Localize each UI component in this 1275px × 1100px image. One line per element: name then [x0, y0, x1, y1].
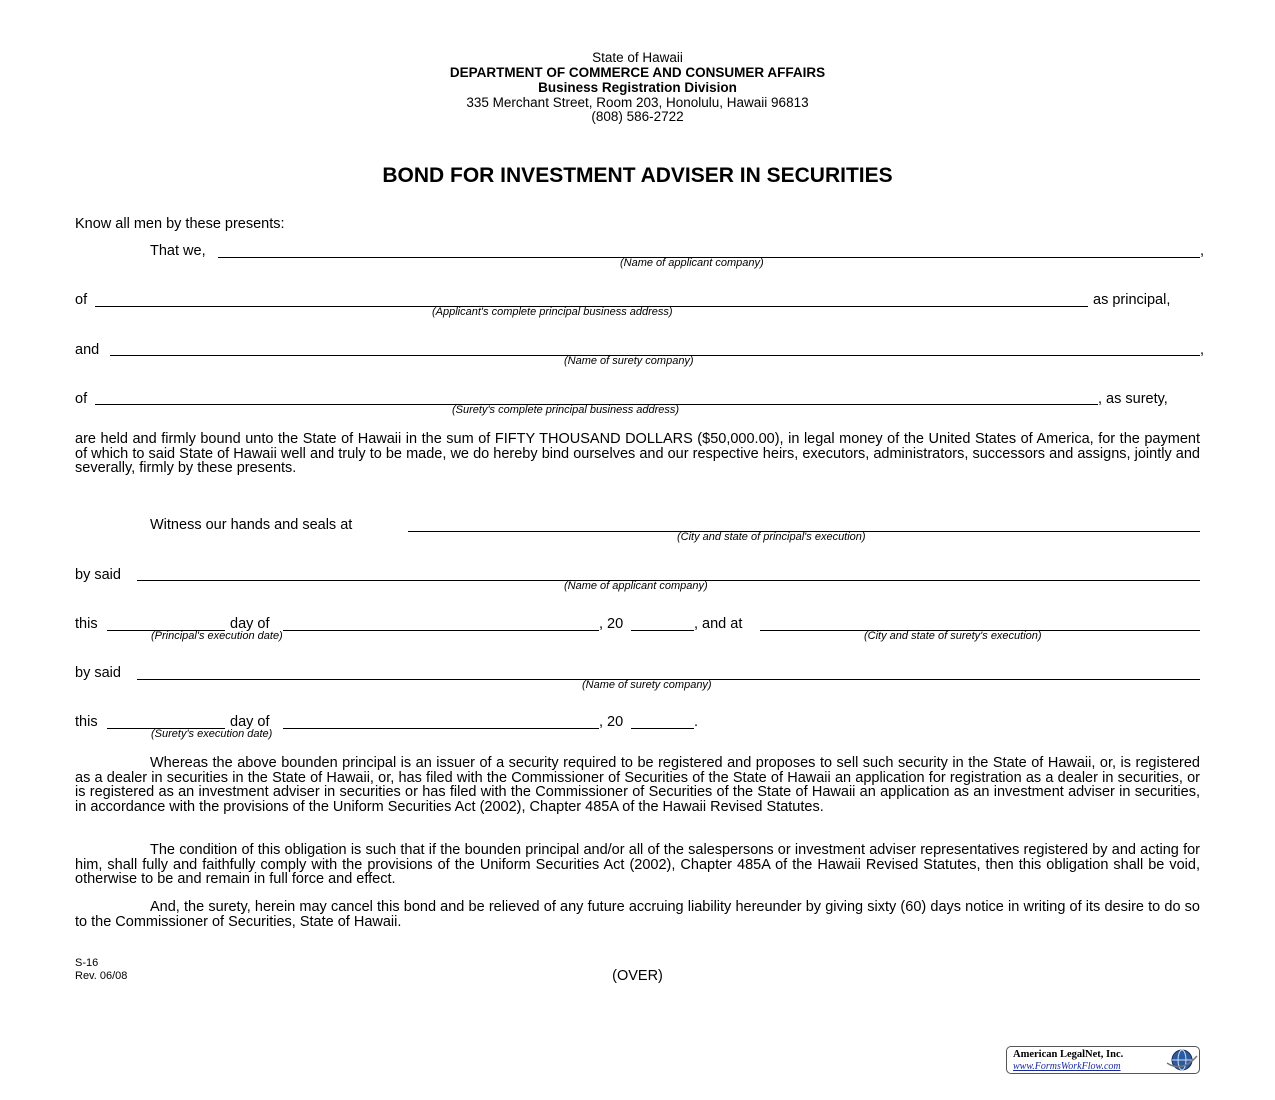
department-address: 335 Merchant Street, Room 203, Honolulu, Hawaii 96813: [466, 95, 809, 110]
witness-label: Witness our hands and seals at: [150, 517, 353, 533]
bound-paragraph: are held and firmly bound unto the State of Hawaii in the sum of FIFTY THOUSAND DOLLARS ($50,000.00), in legal money of the United States of America, for the payment of which to said State of Hawaii well and truly to be made, we do hereby bind ourselves and our respective heirs, executors, administrators, successors and assigns, jointly and severally, firmly by these presents.: [75, 431, 1200, 476]
and-label: and: [75, 342, 100, 358]
this-label-2: this: [75, 714, 98, 730]
state-name: State of Hawaii: [592, 50, 683, 65]
comma-1: ,: [1200, 243, 1205, 259]
logo-url-link[interactable]: www.FormsWorkFlow.com: [1013, 1061, 1121, 1072]
surety-date-caption: (Surety's execution date): [151, 728, 273, 740]
by-said-surety-caption: (Name of surety company): [582, 679, 712, 691]
applicant-address-caption: (Applicant's complete principal business address): [432, 306, 673, 318]
of-label-2: of: [75, 391, 88, 407]
of-label-1: of: [75, 292, 88, 308]
globe-icon: [1163, 1047, 1199, 1073]
period-label: .: [694, 714, 699, 730]
surety-name-caption: (Name of surety company): [564, 355, 694, 367]
by-said-applicant-caption: (Name of applicant company): [564, 580, 708, 592]
day-of-label-2: day of: [230, 714, 270, 730]
surety-year-field[interactable]: [631, 728, 694, 729]
principal-city-caption: (City and state of principal's execution): [677, 531, 866, 543]
surety-city-caption: (City and state of surety's execution): [864, 630, 1042, 642]
surety-cancel-text: And, the surety, herein may cancel this bond and be relieved of any future accruing liability hereunder by giving sixty (60) days notice in writing of its desire to do so to the Commissioner of Securities, State of Hawaii.: [75, 899, 1200, 930]
as-principal-label: as principal,: [1093, 292, 1171, 308]
principal-date-caption: (Principal's execution date): [151, 630, 283, 642]
this-label-1: this: [75, 616, 98, 632]
department-name: DEPARTMENT OF COMMERCE AND CONSUMER AFFAIRS: [449, 65, 826, 80]
surety-cancel-paragraph: [75, 900, 1200, 929]
department-phone: (808) 586-2722: [591, 109, 684, 124]
principal-year-field[interactable]: [631, 630, 694, 631]
logo-company-name: American LegalNet, Inc.: [1013, 1049, 1124, 1060]
that-we-label: That we,: [150, 243, 206, 259]
and-at-label: , and at: [694, 616, 743, 632]
whereas-paragraph: [75, 756, 1200, 814]
year-label-2: , 20: [599, 714, 624, 730]
over-label: (OVER): [612, 968, 663, 984]
as-surety-label: , as surety,: [1098, 391, 1168, 407]
comma-2: ,: [1200, 342, 1205, 358]
condition-paragraph: [75, 843, 1200, 887]
surety-address-caption: (Surety's complete principal business address): [452, 404, 680, 416]
surety-month-field[interactable]: [283, 728, 599, 729]
page-title: BOND FOR INVESTMENT ADVISER IN SECURITIES: [382, 164, 893, 187]
year-label-1: , 20: [599, 616, 624, 632]
applicant-name-caption: (Name of applicant company): [620, 257, 764, 269]
revision-date: Rev. 06/08: [75, 970, 128, 982]
day-of-label-1: day of: [230, 616, 270, 632]
division-name: Business Registration Division: [538, 80, 737, 95]
intro-text: Know all men by these presents:: [75, 216, 285, 232]
by-said-label-1: by said: [75, 567, 121, 583]
principal-month-field[interactable]: [283, 630, 599, 631]
by-said-label-2: by said: [75, 665, 121, 681]
condition-text: The condition of this obligation is such that if the bounden principal and/or all of the salespersons or investment adviser representatives registered by and acting for him, shall fully and faithfully comply with the provisions of the Uniform Securities Act (2002), Chapter 485A of the Hawaii Revised Statutes, then this obligation shall be void, otherwise to be and remain in full force and effect.: [75, 842, 1200, 887]
whereas-text: Whereas the above bounden principal is an issuer of a security required to be registered and proposes to sell such security in the State of Hawaii, or, is registered as a dealer in securities in the State of Hawaii, or, has filed with the Commissioner of Securities of the State of Hawaii an application for registration as a dealer in securities, or is registered as an investment adviser in securities or has filed with the Commissioner of Securities of the State of Hawaii an application as an investment adviser in securities, in accordance with the provisions of the Uniform Securities Act (2002), Chapter 485A of the Hawaii Revised Statutes.: [75, 755, 1200, 815]
form-number: S-16: [75, 957, 99, 969]
